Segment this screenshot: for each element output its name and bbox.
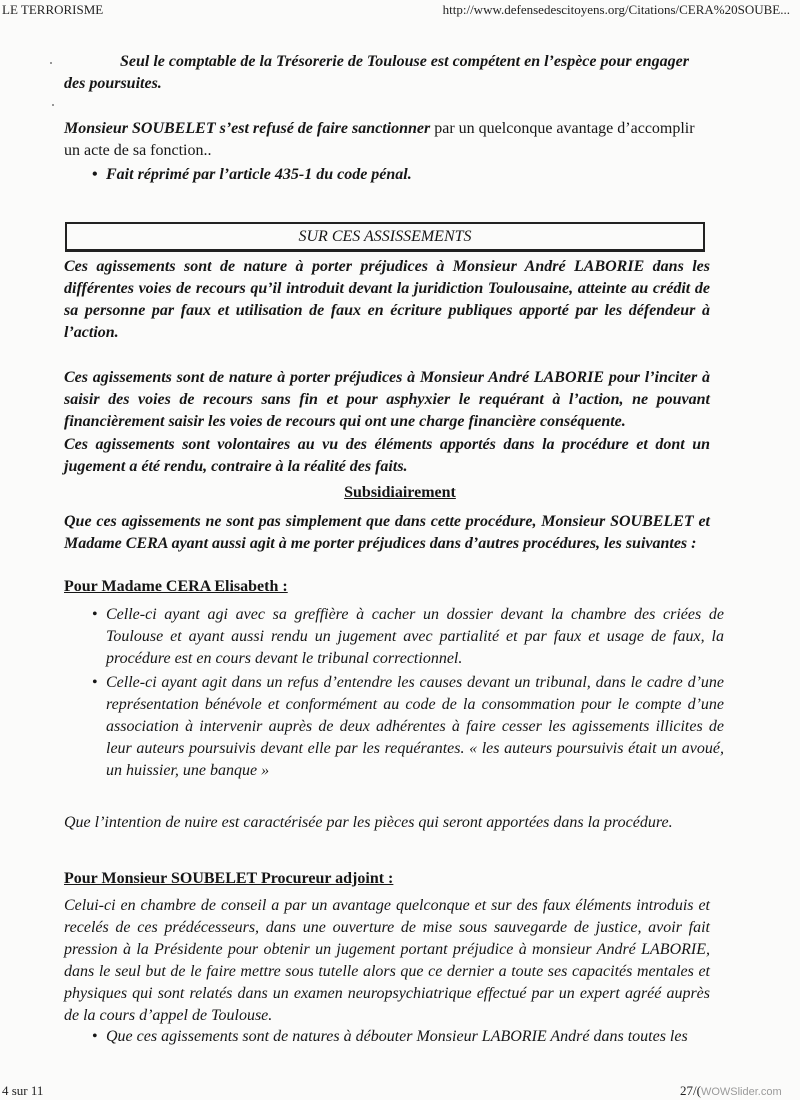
paragraph-soubelet-rest: par un quelconque avantage d’accomplir un acte de sa fonction.. [64, 120, 695, 159]
paragraph-tresorerie: Seul le comptable de la Trésorerie de Toulouse est compétent en l’espèce pour engager des poursuites. [64, 53, 689, 92]
header-title: LE TERRORISME [2, 2, 104, 17]
paragraph-prejudices-inciter: Ces agissements sont de nature à porter préjudices à Monsieur André LABORIE pour l’inciter à saisir des voies de recours sans fin et pour asphyxier le requérant à l’action, ne pouvant financièrement saisir les voies de recours qui ont une charge financière conséquente. [64, 369, 710, 430]
header-url[interactable]: http://www.defensedescitoyens.org/Citations/CERA%20SOUBE... [442, 2, 790, 17]
heading-cera: Pour Madame CERA Elisabeth : [64, 578, 288, 595]
paragraph-prejudices-recours: Ces agissements sont de nature à porter préjudices à Monsieur André LABORIE dans les différentes voies de recours qu’il introduit devant la juridiction Toulousaine, atteinte au crédit de sa personne par faux et utilisation de faux en écriture publiques apporté par les défendeur à l’action. [64, 258, 710, 341]
heading-subsidiairement: Subsidiairement [344, 484, 456, 501]
paragraph-volontaires: Ces agissements sont volontaires au vu des éléments apportés dans la procédure et dont un jugement a été rendu, contraire à la réalité des faits. [64, 436, 710, 475]
page-counter: 4 sur 11 [2, 1083, 44, 1098]
paragraph-intention-nuire: Que l’intention de nuire est caractérisée par les pièces qui seront apportées dans la procédure. [64, 814, 673, 831]
paragraph-soubelet-bold: Monsieur SOUBELET s’est refusé de faire sanctionner [64, 120, 431, 137]
footer-date [680, 1083, 782, 1099]
bullet-debouter: • Que ces agissements sont de natures à débouter Monsieur LABORIE André dans toutes les [92, 1026, 724, 1048]
bullet-cera-1: • Celle-ci ayant agi avec sa greffière à cacher un dossier devant la chambre des criées de Toulouse et ayant aussi rendu un jugement avec partialité et par faux et usage de faux, la procédure est en cours devant le tribunal correctionnel. [92, 604, 724, 670]
paragraph-soubelet-conseil: Celui-ci en chambre de conseil a par un avantage quelconque et sur des faux éléments introduis et recelés de ces prédécesseurs, dans une ouverture de mise sous sauvegarde de justice, avoir fait pression à la Présidente pour obtenir un jugement portant préjudice à monsieur André LABORIE, dans le seul but de le faire mettre sous tutelle alors que ce dernier a toute ses capacités mentales et physiques qui sont relatés dans un examen neuropsychiatrique effectué par un expert agréé auprès de la cours d’appel de Toulouse. [64, 897, 710, 1024]
scan-speck [52, 104, 54, 106]
footer-date-prefix: 27/( [680, 1083, 701, 1098]
section-box-title: SUR CES ASSISSEMENTS [65, 222, 705, 252]
bullet-cera-2: • Celle-ci ayant agit dans un refus d’entendre les causes devant un tribunal, dans le cadre d’une représentation bénévole et conformément au code de la consommation pour le compte d’une association à intervenir auprès de deux adhérentes à faire cesser les agissements illicites de leur auteurs poursuivis devant elle par les requérantes. « les auteurs poursuivis était un avoué, un huissier, une banque » [92, 672, 724, 782]
bullet-article-435: • Fait réprimé par l’article 435-1 du code pénal. [92, 164, 724, 186]
paragraph-soubelet-refus [64, 118, 710, 162]
heading-soubelet: Pour Monsieur SOUBELET Procureur adjoint : [64, 870, 394, 887]
paragraph-autres-procedures: Que ces agissements ne sont pas simplement que dans cette procédure, Monsieur SOUBELET et Madame CERA ayant aussi agit à me porter préjudices dans d’autres procédures, les suivantes : [64, 513, 710, 552]
watermark: WOWSlider.com [700, 1086, 782, 1098]
scan-speck [50, 62, 52, 64]
